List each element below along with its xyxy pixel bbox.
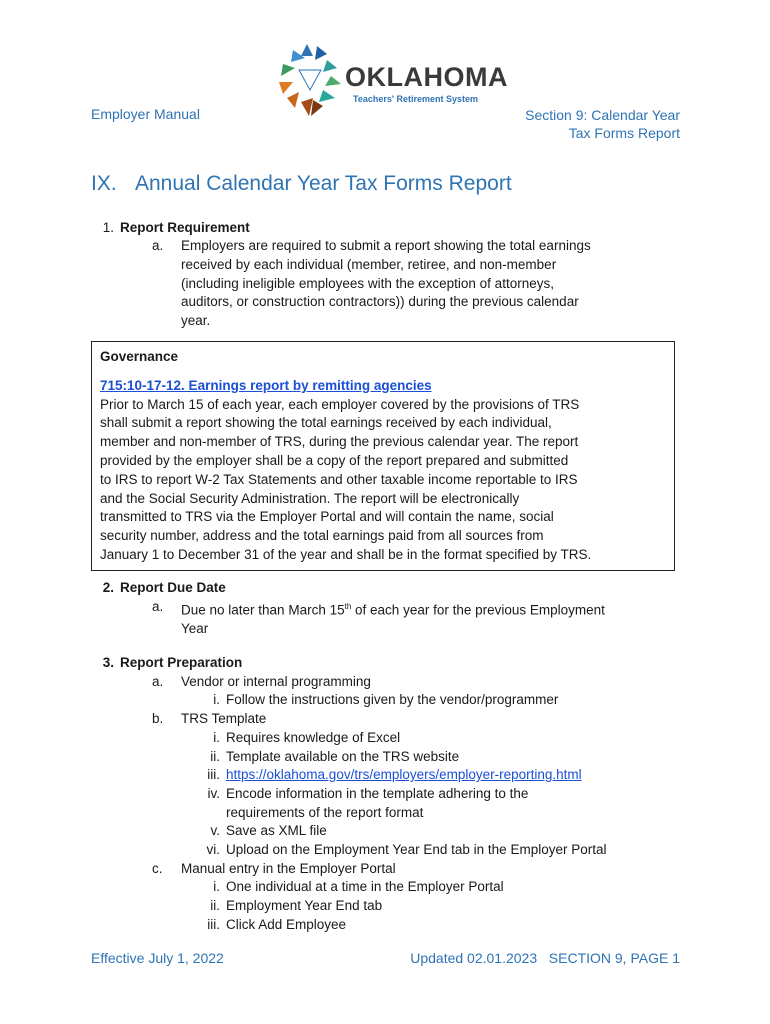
title-number: IX. xyxy=(91,172,117,195)
governance-link[interactable]: 715:10-17-12. Earnings report by remitting agencies xyxy=(100,377,432,393)
section-3a-text: Vendor or internal programming xyxy=(181,674,371,689)
text-line: member and non-member of TRS, during the previous calendar year. The report xyxy=(100,434,579,450)
text-line: Employers are required to submit a report showing the total earnings xyxy=(181,238,591,253)
list-item: Click Add Employee xyxy=(226,917,347,932)
text-line: received by each individual (member, retiree, and non-member xyxy=(181,256,557,272)
list-label: i. xyxy=(213,692,220,707)
section-2-heading xyxy=(92,579,226,598)
section-3c-label: c. xyxy=(152,861,163,876)
text-line: and the Social Security Administration. The report will be electronically xyxy=(100,490,520,506)
list-item: Employment Year End tab xyxy=(226,898,383,913)
text-line: year. xyxy=(181,313,211,329)
header-left-text: Employer Manual xyxy=(91,106,200,122)
section-2a-text xyxy=(181,598,681,639)
title-text: Annual Calendar Year Tax Forms Report xyxy=(135,172,512,195)
header-section-label: Section 9: Calendar Year xyxy=(525,107,680,123)
section-3a-label: a. xyxy=(152,674,164,689)
section-3-title: Report Preparation xyxy=(120,655,243,670)
governance-heading: Governance xyxy=(100,349,179,364)
list-item: One individual at a time in the Employer Portal xyxy=(226,879,504,894)
superscript: th xyxy=(344,602,352,611)
list-item: Encode information in the template adhering to the xyxy=(226,786,529,801)
list-label: i. xyxy=(213,730,220,745)
section-2-title: Report Due Date xyxy=(120,580,226,595)
text-span: of each year for the previous Employment xyxy=(351,602,605,618)
list-item: Requires knowledge of Excel xyxy=(226,730,401,745)
text-span: Due no later than March 15 xyxy=(181,602,345,618)
star-logo-icon xyxy=(265,42,355,120)
section-1a-text xyxy=(181,237,681,331)
list-label: i. xyxy=(213,879,220,894)
section-1-number: 1. xyxy=(102,220,114,235)
section-1-title: Report Requirement xyxy=(120,220,250,235)
text-line: (including ineligible employees with the exception of attorneys, xyxy=(181,275,554,291)
section-3a-i-text: Follow the instructions given by the vendor/programmer xyxy=(226,692,559,707)
logo-subtitle: Teachers' Retirement System xyxy=(353,94,479,104)
section-3c-text: Manual entry in the Employer Portal xyxy=(181,861,396,876)
section-3-heading xyxy=(92,654,242,673)
page-title xyxy=(91,172,512,196)
section-2-number: 2. xyxy=(102,580,114,595)
list-label: iii. xyxy=(207,767,220,782)
list-label: v. xyxy=(210,823,220,838)
list-item: Template available on the TRS website xyxy=(226,749,460,764)
footer-page-info: Updated 02.01.2023 SECTION 9, PAGE 1 xyxy=(410,950,680,966)
section-2a-label: a. xyxy=(152,599,164,614)
text-line: auditors, or construction contractors)) during the previous calendar xyxy=(181,294,579,310)
text-line: shall submit a report showing the total earnings received by each individual, xyxy=(100,415,552,431)
list-label: ii. xyxy=(210,898,220,913)
text-line: Prior to March 15 of each year, each employer covered by the provisions of TRS xyxy=(100,396,580,412)
text-line: January 1 to December 31 of the year and shall be in the format specified by TRS. xyxy=(100,546,592,562)
text-line: to IRS to report W-2 Tax Statements and other taxable income reportable to IRS xyxy=(100,471,578,487)
section-3-number: 3. xyxy=(102,655,114,670)
list-item: Upload on the Employment Year End tab in the Employer Portal xyxy=(226,842,607,857)
text-line: transmitted to TRS via the Employer Portal and will contain the name, social xyxy=(100,509,554,525)
list-label: iv. xyxy=(207,786,220,801)
text-line: provided by the employer shall be a copy of the report prepared and submitted xyxy=(100,452,569,468)
text-line: security number, address and the total earnings paid from all sources from xyxy=(100,528,544,544)
list-label: iii. xyxy=(207,917,220,932)
header-right-text xyxy=(525,106,680,142)
list-item-continued: requirements of the report format xyxy=(226,805,424,820)
footer-effective-date: Effective July 1, 2022 xyxy=(91,950,224,966)
list-label: vi. xyxy=(206,842,220,857)
list-item: Save as XML file xyxy=(226,823,327,838)
trs-website-link[interactable]: https://oklahoma.gov/trs/employers/employer-reporting.html xyxy=(226,767,582,782)
section-3b-label: b. xyxy=(152,711,164,726)
section-1-heading xyxy=(92,219,250,238)
logo-wordmark: OKLAHOMA xyxy=(345,62,508,92)
governance-box xyxy=(91,341,675,571)
text-line: Year xyxy=(181,621,209,637)
header-report-label: Tax Forms Report xyxy=(568,125,680,141)
section-1a-label: a. xyxy=(152,238,164,253)
list-label: ii. xyxy=(210,749,220,764)
oklahoma-trs-logo xyxy=(265,42,515,120)
section-3b-text: TRS Template xyxy=(181,711,267,726)
